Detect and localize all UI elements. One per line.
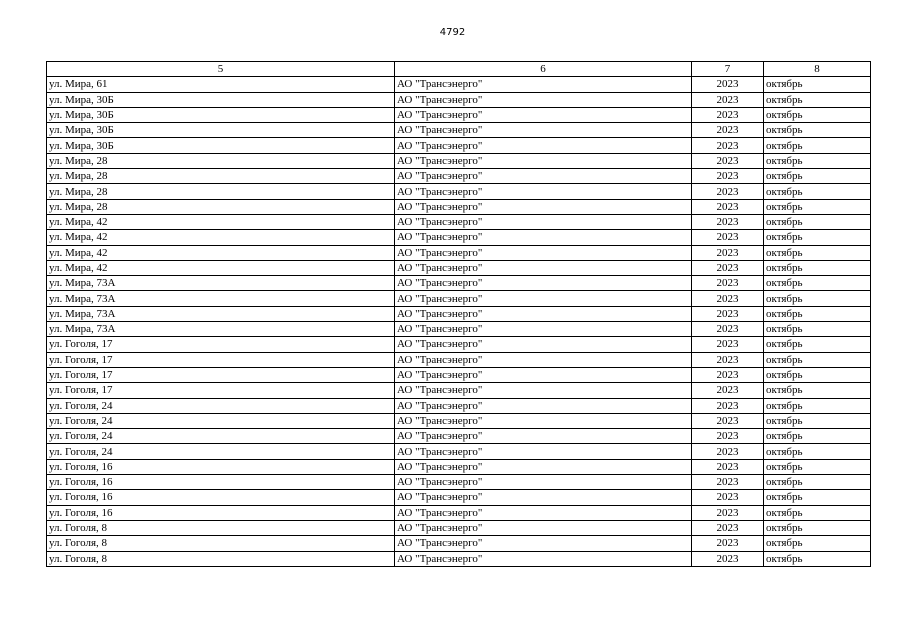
table-row xyxy=(47,520,871,535)
cell-address: ул. Мира, 30Б xyxy=(47,92,395,107)
cell-address: ул. Гоголя, 24 xyxy=(47,413,395,428)
cell-month: октябрь xyxy=(764,413,871,428)
cell-organization: АО "Трансэнерго" xyxy=(395,123,692,138)
cell-address: ул. Мира, 42 xyxy=(47,260,395,275)
cell-address: ул. Мира, 28 xyxy=(47,184,395,199)
table-row xyxy=(47,123,871,138)
page-number: 4792 xyxy=(439,27,466,38)
table-row xyxy=(47,92,871,107)
cell-address: ул. Гоголя, 16 xyxy=(47,459,395,474)
cell-organization: АО "Трансэнерго" xyxy=(395,367,692,382)
table-row xyxy=(47,398,871,413)
cell-organization: АО "Трансэнерго" xyxy=(395,77,692,92)
cell-address: ул. Гоголя, 24 xyxy=(47,444,395,459)
cell-year: 2023 xyxy=(692,383,764,398)
cell-address: ул. Мира, 42 xyxy=(47,230,395,245)
table-row xyxy=(47,352,871,367)
cell-organization: АО "Трансэнерго" xyxy=(395,322,692,337)
cell-month: октябрь xyxy=(764,230,871,245)
table-row xyxy=(47,276,871,291)
table-row xyxy=(47,230,871,245)
cell-address: ул. Гоголя, 16 xyxy=(47,505,395,520)
table-row xyxy=(47,383,871,398)
cell-address: ул. Гоголя, 16 xyxy=(47,475,395,490)
cell-address: ул. Гоголя, 8 xyxy=(47,520,395,535)
cell-organization: АО "Трансэнерго" xyxy=(395,490,692,505)
cell-year: 2023 xyxy=(692,138,764,153)
cell-year: 2023 xyxy=(692,276,764,291)
cell-address: ул. Мира, 28 xyxy=(47,199,395,214)
cell-year: 2023 xyxy=(692,107,764,122)
cell-month: октябрь xyxy=(764,276,871,291)
table-row xyxy=(47,505,871,520)
register-table xyxy=(46,61,871,567)
cell-month: октябрь xyxy=(764,398,871,413)
cell-month: октябрь xyxy=(764,367,871,382)
header-row xyxy=(47,62,871,77)
table-row xyxy=(47,413,871,428)
cell-address: ул. Мира, 73А xyxy=(47,322,395,337)
cell-month: октябрь xyxy=(764,107,871,122)
table-row xyxy=(47,429,871,444)
cell-month: октябрь xyxy=(764,169,871,184)
cell-year: 2023 xyxy=(692,214,764,229)
table-row xyxy=(47,214,871,229)
cell-year: 2023 xyxy=(692,245,764,260)
table-row xyxy=(47,245,871,260)
table-row xyxy=(47,306,871,321)
cell-organization: АО "Трансэнерго" xyxy=(395,92,692,107)
cell-address: ул. Гоголя, 24 xyxy=(47,429,395,444)
table-row xyxy=(47,459,871,474)
cell-month: октябрь xyxy=(764,337,871,352)
cell-month: октябрь xyxy=(764,505,871,520)
cell-month: октябрь xyxy=(764,536,871,551)
cell-year: 2023 xyxy=(692,551,764,566)
table-row xyxy=(47,184,871,199)
cell-year: 2023 xyxy=(692,536,764,551)
table-row xyxy=(47,475,871,490)
table-row xyxy=(47,77,871,92)
cell-organization: АО "Трансэнерго" xyxy=(395,536,692,551)
cell-organization: АО "Трансэнерго" xyxy=(395,276,692,291)
cell-month: октябрь xyxy=(764,520,871,535)
cell-address: ул. Гоголя, 8 xyxy=(47,551,395,566)
cell-year: 2023 xyxy=(692,184,764,199)
cell-month: октябрь xyxy=(764,383,871,398)
table-body xyxy=(47,77,871,567)
cell-month: октябрь xyxy=(764,123,871,138)
cell-month: октябрь xyxy=(764,153,871,168)
cell-year: 2023 xyxy=(692,475,764,490)
cell-month: октябрь xyxy=(764,490,871,505)
cell-organization: АО "Трансэнерго" xyxy=(395,291,692,306)
cell-address: ул. Мира, 61 xyxy=(47,77,395,92)
cell-month: октябрь xyxy=(764,444,871,459)
cell-address: ул. Мира, 28 xyxy=(47,153,395,168)
cell-address: ул. Мира, 42 xyxy=(47,214,395,229)
cell-year: 2023 xyxy=(692,490,764,505)
cell-address: ул. Мира, 30Б xyxy=(47,123,395,138)
cell-organization: АО "Трансэнерго" xyxy=(395,245,692,260)
cell-month: октябрь xyxy=(764,77,871,92)
cell-year: 2023 xyxy=(692,352,764,367)
cell-address: ул. Гоголя, 8 xyxy=(47,536,395,551)
table-row xyxy=(47,260,871,275)
cell-address: ул. Мира, 73А xyxy=(47,276,395,291)
cell-year: 2023 xyxy=(692,92,764,107)
cell-organization: АО "Трансэнерго" xyxy=(395,107,692,122)
cell-month: октябрь xyxy=(764,184,871,199)
cell-year: 2023 xyxy=(692,153,764,168)
header-cell-column-8: 8 xyxy=(764,62,871,77)
cell-year: 2023 xyxy=(692,520,764,535)
cell-year: 2023 xyxy=(692,398,764,413)
cell-organization: АО "Трансэнерго" xyxy=(395,413,692,428)
header-cell-column-5: 5 xyxy=(47,62,395,77)
cell-address: ул. Гоголя, 24 xyxy=(47,398,395,413)
cell-year: 2023 xyxy=(692,123,764,138)
cell-year: 2023 xyxy=(692,199,764,214)
header-cell-column-7: 7 xyxy=(692,62,764,77)
table-row xyxy=(47,551,871,566)
cell-month: октябрь xyxy=(764,551,871,566)
cell-year: 2023 xyxy=(692,505,764,520)
cell-year: 2023 xyxy=(692,322,764,337)
table-row xyxy=(47,367,871,382)
cell-organization: АО "Трансэнерго" xyxy=(395,398,692,413)
table-row xyxy=(47,444,871,459)
cell-organization: АО "Трансэнерго" xyxy=(395,184,692,199)
cell-year: 2023 xyxy=(692,169,764,184)
cell-month: октябрь xyxy=(764,291,871,306)
table-header xyxy=(47,62,871,77)
cell-organization: АО "Трансэнерго" xyxy=(395,306,692,321)
cell-year: 2023 xyxy=(692,444,764,459)
header-cell-column-6: 6 xyxy=(395,62,692,77)
table-row xyxy=(47,322,871,337)
cell-year: 2023 xyxy=(692,260,764,275)
cell-address: ул. Гоголя, 16 xyxy=(47,490,395,505)
cell-address: ул. Мира, 30Б xyxy=(47,107,395,122)
cell-address: ул. Гоголя, 17 xyxy=(47,352,395,367)
cell-organization: АО "Трансэнерго" xyxy=(395,230,692,245)
cell-organization: АО "Трансэнерго" xyxy=(395,199,692,214)
table-row xyxy=(47,153,871,168)
table-row xyxy=(47,169,871,184)
table-row xyxy=(47,337,871,352)
cell-organization: АО "Трансэнерго" xyxy=(395,551,692,566)
cell-address: ул. Гоголя, 17 xyxy=(47,367,395,382)
cell-month: октябрь xyxy=(764,260,871,275)
cell-year: 2023 xyxy=(692,291,764,306)
cell-organization: АО "Трансэнерго" xyxy=(395,429,692,444)
cell-month: октябрь xyxy=(764,322,871,337)
cell-year: 2023 xyxy=(692,367,764,382)
cell-month: октябрь xyxy=(764,429,871,444)
table-row xyxy=(47,490,871,505)
cell-year: 2023 xyxy=(692,413,764,428)
cell-address: ул. Мира, 28 xyxy=(47,169,395,184)
cell-year: 2023 xyxy=(692,306,764,321)
cell-year: 2023 xyxy=(692,459,764,474)
cell-organization: АО "Трансэнерго" xyxy=(395,520,692,535)
cell-month: октябрь xyxy=(764,475,871,490)
cell-organization: АО "Трансэнерго" xyxy=(395,138,692,153)
cell-organization: АО "Трансэнерго" xyxy=(395,214,692,229)
cell-address: ул. Мира, 73А xyxy=(47,306,395,321)
table-row xyxy=(47,536,871,551)
cell-month: октябрь xyxy=(764,245,871,260)
cell-address: ул. Мира, 73А xyxy=(47,291,395,306)
cell-organization: АО "Трансэнерго" xyxy=(395,352,692,367)
cell-address: ул. Мира, 30Б xyxy=(47,138,395,153)
table-row xyxy=(47,291,871,306)
cell-address: ул. Гоголя, 17 xyxy=(47,337,395,352)
cell-month: октябрь xyxy=(764,214,871,229)
cell-year: 2023 xyxy=(692,230,764,245)
cell-year: 2023 xyxy=(692,337,764,352)
cell-year: 2023 xyxy=(692,77,764,92)
cell-month: октябрь xyxy=(764,459,871,474)
table-row xyxy=(47,199,871,214)
cell-address: ул. Мира, 42 xyxy=(47,245,395,260)
cell-organization: АО "Трансэнерго" xyxy=(395,153,692,168)
cell-organization: АО "Трансэнерго" xyxy=(395,383,692,398)
cell-organization: АО "Трансэнерго" xyxy=(395,169,692,184)
cell-month: октябрь xyxy=(764,92,871,107)
table-row xyxy=(47,107,871,122)
cell-organization: АО "Трансэнерго" xyxy=(395,505,692,520)
table-row xyxy=(47,138,871,153)
cell-organization: АО "Трансэнерго" xyxy=(395,459,692,474)
cell-month: октябрь xyxy=(764,352,871,367)
cell-month: октябрь xyxy=(764,138,871,153)
cell-month: октябрь xyxy=(764,199,871,214)
cell-address: ул. Гоголя, 17 xyxy=(47,383,395,398)
cell-month: октябрь xyxy=(764,306,871,321)
cell-year: 2023 xyxy=(692,429,764,444)
cell-organization: АО "Трансэнерго" xyxy=(395,337,692,352)
cell-organization: АО "Трансэнерго" xyxy=(395,475,692,490)
cell-organization: АО "Трансэнерго" xyxy=(395,444,692,459)
cell-organization: АО "Трансэнерго" xyxy=(395,260,692,275)
